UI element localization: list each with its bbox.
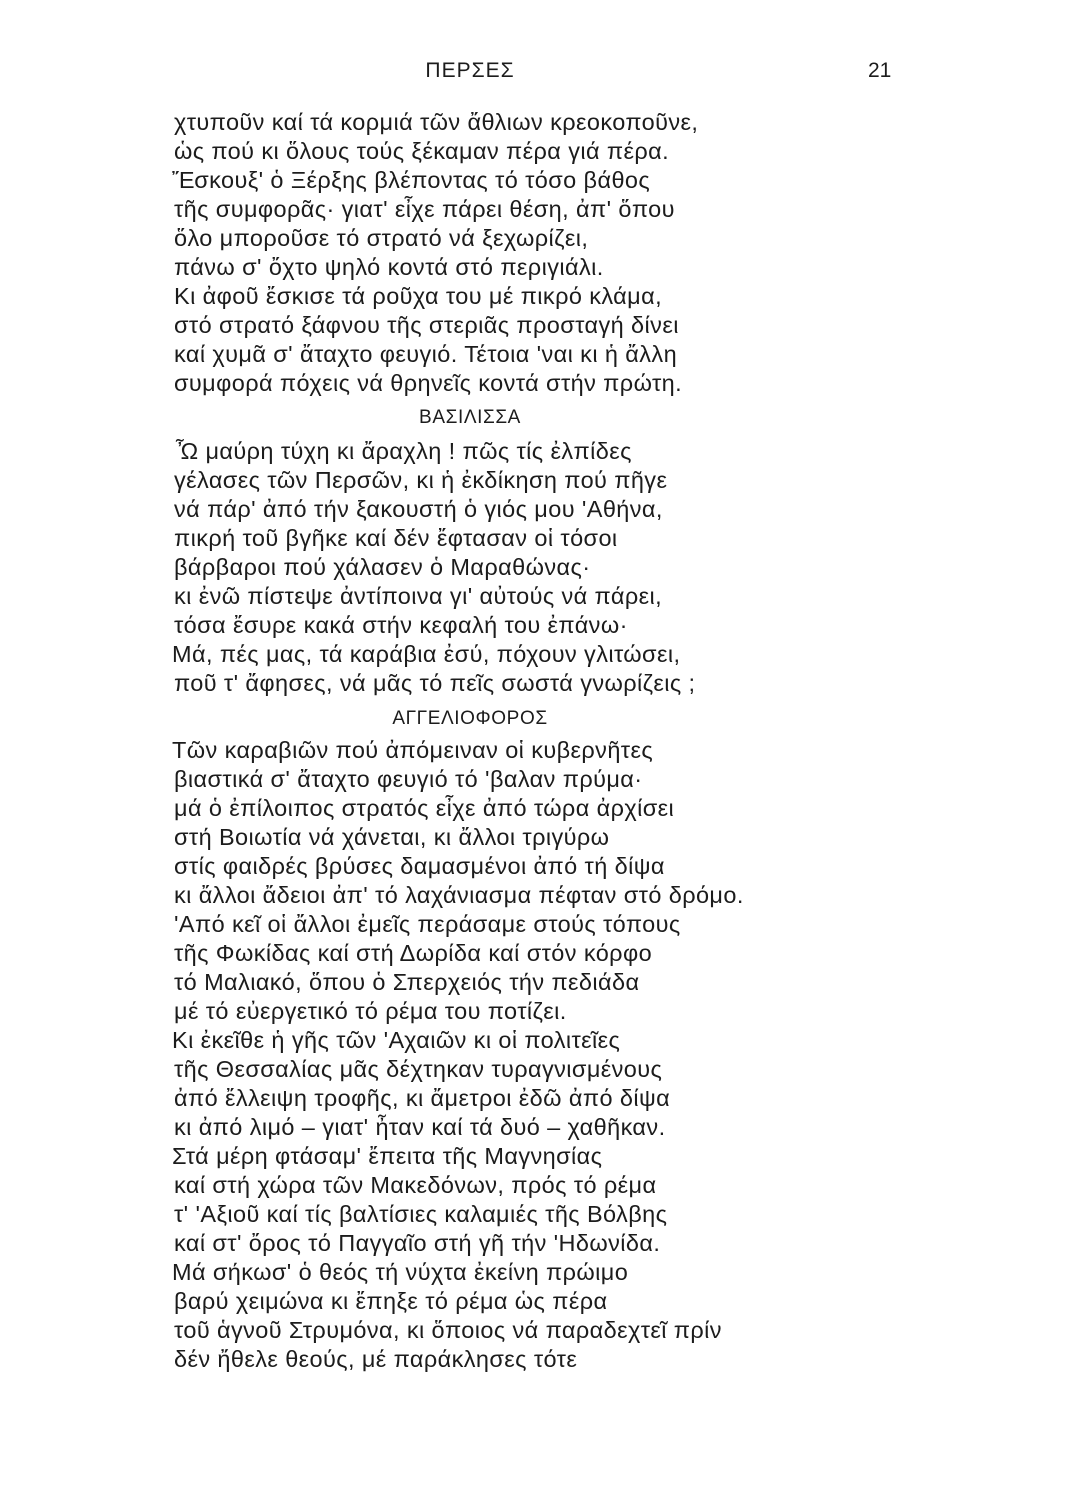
verse-line: τῆς Φωκίδας καί στή Δωρίδα καί στόν κόρφο	[174, 940, 653, 966]
verse-line: τῆς Θεσσαλίας μᾶς δέχτηκαν τυραγνισμένους	[174, 1056, 663, 1082]
verse-line: δέν ἤθελε θεούς, μέ παράκλησες τότε	[174, 1346, 578, 1372]
verse-line: κι ἐνῶ πίστεψε ἀντίποινα γι' αὐτούς νά πάρει,	[174, 583, 663, 609]
verse-line: βάρβαροι πού χάλασεν ὁ Μαραθώνας·	[174, 554, 591, 580]
verse-line: κι ἀπό λιμό – γιατ' ἦταν καί τά δυό – χαθῆκαν.	[174, 1114, 666, 1140]
verse-line: καί χυμᾶ σ' ἄταχτο φευγιό. Τέτοια 'ναι κι ἡ ἄλλη	[174, 341, 678, 367]
verse-line: τό Μαλιακό, ὅπου ὁ Σπερχειός τήν πεδιάδα	[174, 969, 640, 995]
verse-line: βαρύ χειμώνα κι ἔπηξε τό ρέμα ὡς πέρα	[174, 1288, 608, 1314]
verse-line: τ' 'Αξιοῦ καί τίς βαλτίσιες καλαμιές τῆς Βόλβης	[174, 1201, 668, 1227]
verse-line: συμφορά πόχεις νά θρηνεῖς κοντά στήν πρώτη.	[174, 370, 683, 396]
verse-line: καί στή χώρα τῶν Μακεδόνων, πρός τό ρέμα	[174, 1172, 657, 1198]
verse-line: τῆς συμφορᾶς· γιατ' εἶχε πάρει θέση, ἀπ' ὅπου	[174, 196, 675, 222]
verse-line: στή Βοιωτία νά χάνεται, κι ἄλλοι τριγύρω	[174, 824, 610, 850]
verse-line: καί στ' ὄρος τό Παγγαῖο στή γῆ τήν 'Ηδωνίδα.	[174, 1230, 661, 1256]
verse-line: κι ἄλλοι ἄδειοι ἀπ' τό λαχάνιασμα πέφταν στό δρόμο.	[174, 882, 744, 908]
verse-line: Ἔσκουξ' ὁ Ξέρξης βλέποντας τό τόσο βάθος	[172, 167, 651, 193]
verse-line: μά ὁ ἐπίλοιπος στρατός εἶχε ἀπό τώρα ἀρχίσει	[174, 795, 675, 821]
verse-line: Τῶν καραβιῶν πού ἀπόμειναν οἱ κυβερνῆτες	[172, 737, 654, 763]
verse-line: Ὦ μαύρη τύχη κι ἄραχλη ! πῶς τίς ἐλπίδες	[176, 438, 632, 464]
verse-line: μέ τό εὐεργετικό τό ρέμα του ποτίζει.	[174, 998, 567, 1024]
speaker-label-queen: ΒΑΣΙΛΙΣΣΑ	[419, 407, 521, 428]
verse-line: ὅλο μποροῦσε τό στρατό νά ξεχωρίζει,	[174, 225, 589, 251]
running-title: ΠΕΡΣΕΣ	[425, 59, 515, 82]
verse-line: πάνω σ' ὄχτο ψηλό κοντά στό περιγιάλι.	[174, 254, 604, 280]
verse-line: χτυποῦν καί τά κορμιά τῶν ἄθλιων κρεοκοποῦνε,	[174, 109, 699, 135]
verse-line: Στά μέρη φτάσαμ' ἔπειτα τῆς Μαγνησίας	[172, 1143, 603, 1169]
verse-line: γέλασες τῶν Περσῶν, κι ἡ ἐκδίκηση πού πῆγε	[174, 467, 668, 493]
verse-line: ὡς πού κι ὅλους τούς ξέκαμαν πέρα γιά πέρα.	[174, 138, 670, 164]
verse-line: ἀπό ἔλλειψη τροφῆς, κι ἄμετροι ἐδῶ ἀπό δίψα	[174, 1085, 671, 1111]
verse-line: πικρή τοῦ βγῆκε καί δέν ἔφτασαν οἱ τόσοι	[174, 525, 618, 551]
verse-line: νά πάρ' ἀπό τήν ξακουστή ὁ γιός μου 'Αθήνα,	[174, 496, 663, 522]
verse-line: τόσα ἔσυρε κακά στήν κεφαλή του ἐπάνω·	[174, 612, 628, 638]
speaker-label-messenger: ΑΓΓΕΛΙΟΦΟΡΟΣ	[392, 708, 548, 729]
verse-line: στίς φαιδρές βρύσες δαμασμένοι ἀπό τή δίψα	[174, 853, 665, 879]
verse-line: 'Από κεῖ οἱ ἄλλοι ἐμεῖς περάσαμε στούς τόπους	[174, 911, 681, 937]
verse-line: τοῦ ἁγνοῦ Στρυμόνα, κι ὅποιος νά παραδεχτεῖ πρίν	[174, 1317, 722, 1343]
verse-line: βιαστικά σ' ἄταχτο φευγιό τό 'βαλαν πρύμα·	[174, 766, 643, 792]
verse-line: Μά σήκωσ' ὁ θεός τή νύχτα ἐκείνη πρώιμο	[172, 1259, 629, 1285]
page-number: 21	[868, 59, 892, 82]
verse-line: ποῦ τ' ἄφησες, νά μᾶς τό πεῖς σωστά γνωρίζεις ;	[174, 670, 696, 696]
verse-line: Μά, πές μας, τά καράβια ἐσύ, πόχουν γλιτώσει,	[172, 641, 681, 667]
verse-line: Κι ἀφοῦ ἔσκισε τά ροῦχα του μέ πικρό κλάμα,	[174, 283, 663, 309]
verse-line: στό στρατό ξάφνου τῆς στεριᾶς προσταγή δίνει	[174, 312, 679, 338]
verse-line: Κι ἐκεῖθε ἡ γῆς τῶν 'Αχαιῶν κι οἱ πολιτεῖες	[172, 1027, 621, 1053]
